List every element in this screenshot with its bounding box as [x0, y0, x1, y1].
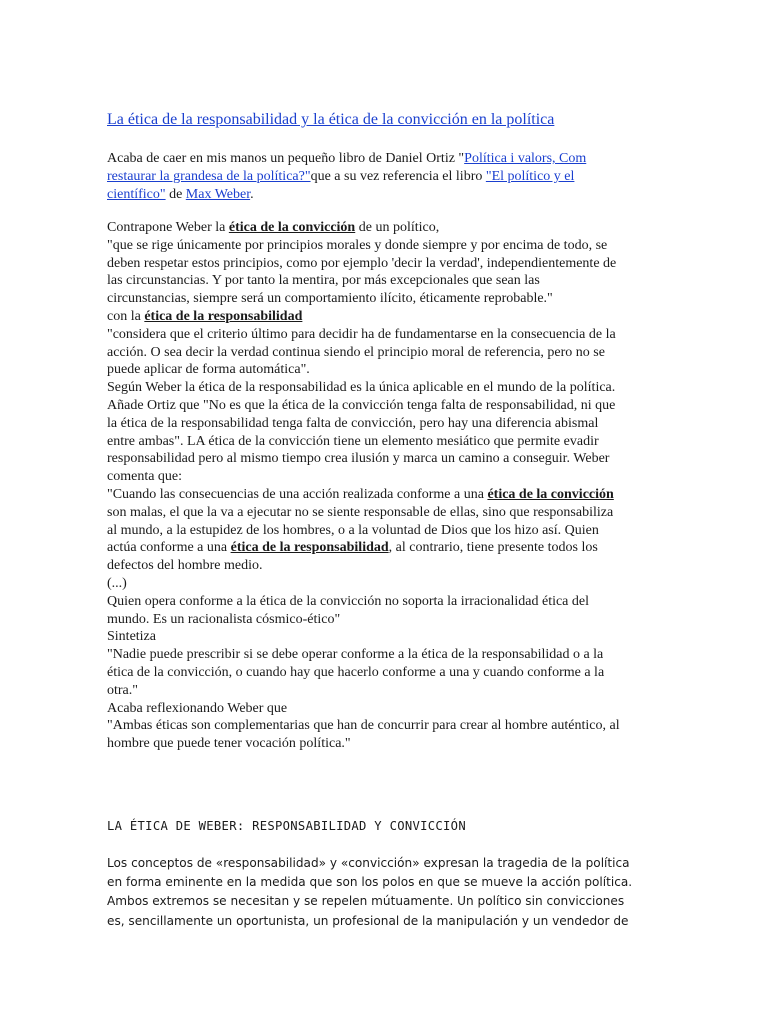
body-line: otra." [107, 682, 138, 698]
body-line: entre ambas". LA ética de la convicción tiene un elemento mesiático que permite evadir [107, 433, 599, 449]
term-etica-conviccion: ética de la convicción [228, 220, 356, 235]
body-line [107, 219, 662, 237]
intro-text-3: de [165, 186, 186, 202]
body-line: al mundo, a la estupidez de los hombres, o a la voluntad de Dios que los hizo así. Quien [107, 522, 599, 538]
term-etica-responsabilidad: ética de la responsabilidad [230, 540, 389, 556]
body-line: las circunstancias. Y por tanto la mentira, por más excepcionales que sean las [107, 273, 540, 289]
section-line: en forma eminente en la medida que son los polos en que se mueve la acción política. [107, 875, 633, 890]
body-line: responsabilidad pero al mismo tiempo crea ilusión y marca un camino a conseguir. Weber [107, 451, 610, 467]
term-etica-conviccion: ética de la convicción [487, 486, 614, 502]
body-text [107, 219, 662, 753]
text: actúa conforme a una [107, 540, 231, 556]
text: de un político, [355, 220, 440, 235]
body-line: Añade Ortiz que "No es que la ética de la convicción tenga falta de responsabilidad, ni que [107, 397, 616, 413]
intro-line-3 [107, 186, 662, 204]
body-line [107, 308, 662, 326]
text: , al contrario, tiene presente todos los [388, 540, 598, 556]
body-line: puede aplicar de forma automática". [107, 362, 310, 378]
text: con la [107, 308, 145, 324]
body-line: "Ambas éticas son complementarias que han de concurrir para crear al hombre auténtico, al [107, 718, 620, 734]
book-link-el-politico-cont[interactable]: científico" [107, 186, 166, 202]
article-title-link[interactable]: La ética de la responsabilidad y la ética de la convicción en la política [107, 111, 555, 128]
body-line: "considera que el criterio último para decidir ha de fundamentarse en la consecuencia de la [107, 326, 616, 342]
intro-text: Acaba de caer en mis manos un pequeño libro de Daniel Ortiz " [107, 151, 465, 166]
body-line: comenta que: [107, 469, 183, 485]
section-paragraph [107, 854, 662, 931]
body-line: defectos del hombre medio. [107, 558, 263, 574]
body-line: Quien opera conforme a la ética de la convicción no soporta la irracionalidad ética del [107, 593, 590, 609]
body-line: circunstancias, siempre será un comportamiento ilícito, éticamente reprobable." [107, 291, 553, 307]
body-line: deben respetar estos principios, como por ejemplo 'decir la verdad', independientemente de [107, 255, 617, 271]
section-line: es, sencillamente un oportunista, un profesional de la manipulación y un vendedor de [107, 913, 629, 928]
book-link-el-politico[interactable]: "El político y el [485, 168, 575, 184]
body-line: ética de la convicción, o cuando hay que hacerlo conforme a una y cuando conforme a la [107, 664, 605, 680]
body-line: mundo. Es un racionalista cósmico-ético" [107, 611, 341, 627]
section-line: Ambos extremos se necesitan y se repelen mútuamente. Un político sin convicciones [107, 894, 625, 909]
text: Contrapone Weber la [107, 220, 229, 235]
body-line: hombre que puede tener vocación política." [107, 736, 351, 752]
text: "Cuando las consecuencias de una acción realizada conforme a una [107, 486, 488, 502]
intro-line-2 [107, 168, 662, 186]
section-line: Los conceptos de «responsabilidad» y «convicción» expresan la tragedia de la política [107, 856, 630, 870]
body-line: Acaba reflexionando Weber que [107, 700, 288, 716]
body-line: la ética de la responsabilidad tenga falta de convicción, pero hay una diferencia abismal [107, 415, 599, 431]
intro-text-2: que a su vez referencia el libro [310, 168, 486, 184]
intro-line-1 [107, 150, 662, 168]
term-etica-responsabilidad: ética de la responsabilidad [144, 308, 303, 324]
book-link-politica-valors-cont[interactable]: restaurar la grandesa de la política?" [107, 168, 311, 184]
body-line: "que se rige únicamente por principios morales y donde siempre y por encima de todo, se [107, 237, 608, 253]
body-line: acción. O sea decir la verdad continua siendo el principio moral de referencia, pero no se [107, 344, 605, 360]
author-link-max-weber[interactable]: Max Weber [185, 186, 251, 202]
body-line [107, 486, 662, 504]
body-line: son malas, el que la va a ejecutar no se siente responsable de ellas, sino que responsabiliza [107, 504, 614, 520]
body-line: (...) [107, 575, 127, 591]
body-line: Sintetiza [107, 629, 156, 645]
body-line [107, 539, 662, 557]
intro-paragraph [107, 150, 662, 203]
section-heading: LA ÉTICA DE WEBER: RESPONSABILIDAD Y CONVICCIÓN [107, 819, 466, 833]
body-line: "Nadie puede prescribir si se debe operar conforme a la ética de la responsabilidad o a la [107, 647, 604, 663]
intro-text-4: . [250, 186, 254, 202]
book-link-politica-valors[interactable]: Política i valors, Com [464, 151, 587, 166]
body-line: Según Weber la ética de la responsabilidad es la única aplicable en el mundo de la política. [107, 380, 616, 396]
